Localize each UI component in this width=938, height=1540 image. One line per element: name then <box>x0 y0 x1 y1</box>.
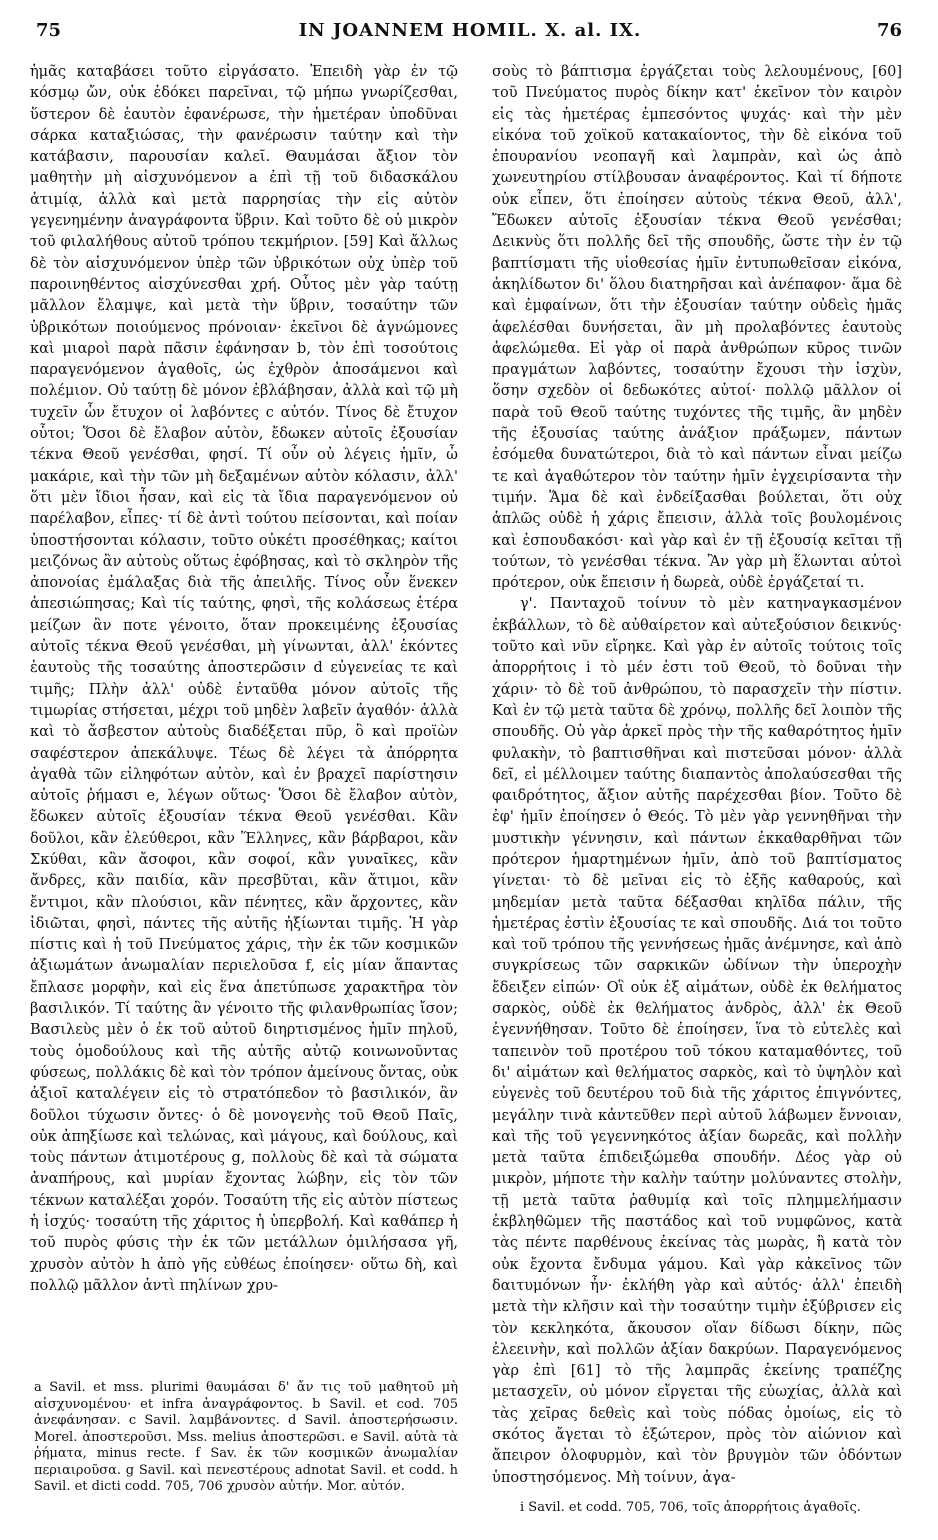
running-title: IN JOANNEM HOMIL. X. al. IX. <box>298 20 642 41</box>
footnotes-left <box>34 1380 458 1496</box>
right-column-paragraph: σοὺς τὸ βάπτισμα ἐργάζεται τοὺς λελουμένους, [60] τοῦ Πνεύματος πυρὸς δίκην κατ' ἐκεῖνον τὸν καιρὸν εἰς τὰς ἡμετέρας ἐμπεσόντος ψυχάς· καὶ τὴν μὲν εἰκόνα τοῦ χοϊκοῦ κατακαίοντος, τὴν δὲ εἰκόνα τοῦ ἐπουρανίου νεοπαγῆ καὶ λαμπρὰν, καὶ ὡς ἀπὸ χωνευτηρίου στίλβουσαν ἀναφέροντος. Καὶ τί δήποτε οὐκ εἶπεν, ὅτι ἐποίησεν αὐτοὺς τέκνα Θεοῦ, ἀλλ', Ἔδωκεν αὐτοῖς ἐξουσίαν τέκνα Θεοῦ γενέσθαι; Δεικνὺς ὅτι πολλῆς δεῖ τῆς σπουδῆς, ὥστε τὴν ἐν τῷ βαπτίσματι τῆς υἱοθεσίας ἡμῖν ἐντυπωθεῖσαν εἰκόνα, ἀκηλίδωτον δι' ὅλου διατηρῆσαι καὶ ἀνέπαφον· ἅμα δὲ καὶ ἐμφαίνων, ὅτι τὴν ἐξουσίαν ταύτην οὐδεὶς ἡμᾶς ἀφελέσθαι δυνήσεται, ἂν μὴ προλαβόντες ἑαυτοὺς ἀφελώμεθα. Εἰ γὰρ οἱ παρὰ ἀνθρώπων κῦρος τινῶν πραγμάτων λαβόντες, τοσαύτην ἔχουσι τὴν ἰσχὺν, ὅσην σχεδὸν οἱ δεδωκότες αὐτοί· πολλῷ μᾶλλον οἱ παρὰ τοῦ Θεοῦ ταύτης τυχόντες τῆς τιμῆς, ἂν μηδὲν τῆς ἐξουσίας ταύτης ἀνάξιον πράξωμεν, πάντων ἐσόμεθα δυνατώτεροι, διὰ τὸ καὶ πάντων εἶναι μείζω τε καὶ ἀγαθώτερον τὸν ταύτην ἡμῖν ἐγχειρίσαντα τὴν τιμήν. Ἅμα δὲ καὶ ἐνδείξασθαι βούλεται, ὅτι οὐχ ἁπλῶς οὐδὲ ἡ χάρις ἔπεισιν, ἀλλὰ τοῖς βουλομένοις καὶ ἐσπουδακόσι· καὶ γὰρ καὶ ἐν τῇ ἐξουσίᾳ κεῖται τῇ τούτων, τὸ γενέσθαι τέκνα. Ἂν γὰρ μὴ ἕλωνται αὐτοὶ πρότερον, οὐκ ἔπεισιν ἡ δωρεὰ, οὐδὲ ἐργάζεταί τι. <box>492 64 902 592</box>
running-header <box>30 20 910 50</box>
left-text-column <box>30 62 458 1294</box>
right-column-paragraph: γ'. Πανταχοῦ τοίνυν τὸ μὲν κατηναγκασμένον ἐκβάλλων, τὸ δὲ αὐθαίρετον καὶ αὐτεξούσιον δεικνύς· τοῦτο καὶ νῦν εἴρηκε. Καὶ γὰρ ἐν αὐτοῖς τούτοις τοῖς ἀπορρήτοις i τὸ μέν ἐστι τοῦ Θεοῦ, τὸ δοῦναι τὴν χάριν· τὸ δὲ τοῦ ἀνθρώπου, τὸ παρασχεῖν τὴν πίστιν. Καὶ ἐν τῷ μετὰ ταῦτα δὲ χρόνῳ, πολλῆς δεῖ λοιπὸν τῆς σπουδῆς. Οὐ γὰρ ἀρκεῖ πρὸς τὴν τῆς καθαρότητος ἡμῖν φυλακὴν, τὸ βαπτισθῆναι καὶ πιστεῦσαι μόνον· ἀλλὰ δεῖ, εἰ μέλλοιμεν ταύτης διαπαντὸς ἀπολαύσεσθαι τῆς φαιδρότητος, ἄξιον αὐτῆς παρέχεσθαι βίον. Τοῦτο δὲ ἐφ' ἡμῖν ἐποίησεν ὁ Θεός. Τὸ μὲν γὰρ γεννηθῆναι τὴν μυστικὴν γέννησιν, καὶ πάντων ἐκκαθαρθῆναι τῶν πρότερον ἡμαρτημένων ἡμῖν, ἀπὸ τοῦ βαπτίσματος γίνεται· τὸ δὲ μεῖναι εἰς τὸ ἑξῆς καθαρούς, καὶ μηδεμίαν μετὰ ταῦτα δέξασθαι κηλῖδα πάλιν, τῆς ἡμετέρας ἐστὶν ἐξουσίας τε καὶ σπουδῆς. Διά τοι τοῦτο καὶ τοῦ τρόπου τῆς γεννήσεως ἡμᾶς ἀνέμνησε, καὶ ἀπὸ συγκρίσεως τῶν σαρκικῶν ὠδίνων τὴν ὑπεροχὴν ἔδειξεν εἰπών· Οἳ οὐκ ἐξ αἱμάτων, οὐδὲ ἐκ θελήματος σαρκὸς, οὐδὲ ἐκ θελήματος ἀνδρὸς, ἀλλ' ἐκ Θεοῦ ἐγεννήθησαν. Τοῦτο δὲ ἐποίησεν, ἵνα τὸ εὐτελὲς καὶ ταπεινὸν τοῦ προτέρου τοῦ τόκου καταμαθόντες, τοῦ δι' αἱμάτων καὶ θελήματος σαρκὸς, καὶ τὸ ὑψηλὸν καὶ εὐγενὲς τοῦ δευτέρου τοῦ διὰ τῆς χάριτος ἐπιγνόντες, μεγάλην τινὰ κἀντεῦθεν περὶ αὐτοῦ λάβωμεν ἔννοιαν, καὶ τῆς τοῦ γεγεννηκότος ἀξίαν δωρεᾶς, καὶ πολλὴν μετὰ ταῦτα ἐπιδειξώμεθα σπουδήν. Δέος γὰρ οὐ μικρὸν, μήποτε τὴν καλὴν ταύτην μολύναντες στολὴν, τῇ μετὰ ταῦτα ῥαθυμίᾳ καὶ τοῖς πλημμελήμασιν ἐκβληθῶμεν τῆς παστάδος καὶ τοῦ νυμφῶνος, κατὰ τὰς πέντε παρθένους ἐκείνας τὰς μωρὰς, ἢ κατὰ τὸν οὐκ ἔχοντα ἔνδυμα γάμου. Καὶ γὰρ κἀκεῖνος τῶν δαιτυμόνων ἦν· ἐκλήθη γὰρ καὶ αὐτός· ἀλλ' ἐπειδὴ μετὰ τὴν κλῆσιν καὶ τὴν τοσαύτην τιμὴν ἐξύβρισεν εἰς τὸν κεκληκότα, ἄκουσον οἵαν δίδωσι δίκην, πῶς ἐλεεινὴν, καὶ πολλῶν ἀξίαν δακρύων. Παραγενόμενος γὰρ ἐπὶ [61] τὸ τῆς λαμπρᾶς ἐκείνης τραπέζης μετασχεῖν, οὐ μόνον εἴργεται τῆς εὐωχίας, ἀλλὰ καὶ τὰς χεῖρας δεθεὶς καὶ τοὺς πόδας ὁμοίως, εἰς τὸ σκότος ἄγεται τὸ ἐξώτερον, πρὸς τὸν αἰώνιον καὶ ἄπειρον ὀλοφυρμὸν, καὶ τὸν βρυγμὸν τῶν ὀδόντων ὑποστησόμενος. Μὴ τοίνυν, ἀγα- <box>492 596 902 1486</box>
left-column-paragraph: ἡμᾶς καταβάσει τοῦτο εἰργάσατο. Ἐπειδὴ γὰρ ἐν τῷ κόσμῳ ὤν, οὐκ ἐδόκει παρεῖναι, τῷ μήπω γνωρίζεσθαι, ὕστερον δὲ ἑαυτὸν ἐφανέρωσε, τὴν ἡμετέραν ὑποδῦναι σάρκα καταξιώσας, τὴν φανέρωσιν ταύτην καὶ τὴν κατάβασιν, παρουσίαν καλεῖ. Θαυμάσαι ἄξιον τὸν μαθητὴν μὴ αἰσχυνόμενον a ἐπὶ τῇ τοῦ διδασκάλου ἀτιμίᾳ, ἀλλὰ καὶ μετὰ παρρησίας τὴν εἰς αὐτὸν γεγενημένην ἀναγράφοντα ὕβριν. Καὶ τοῦτο δὲ οὐ μικρὸν τοῦ φιλαλήθους αὐτοῦ τρόπου τεκμήριον. [59] Καὶ ἄλλως δὲ τὸν αἰσχυνόμενον ὑπὲρ τῶν ὑβρικότων οὐχ ὑπὲρ τοῦ παροινηθέντος αἰσχύνεσθαι χρή. Οὗτος μὲν γὰρ ταύτῃ μᾶλλον ἔλαμψε, καὶ μετὰ τὴν ὕβριν, τοσαύτην τῶν ὑβρικότων ποιούμενος πρόνοιαν· ἐκεῖνοι δὲ ἀγνώμονες καὶ μιαροὶ παρὰ πᾶσιν ἐφάνησαν b, τὸν ἐπὶ τοσούτοις παραγενόμενον ἀγαθοῖς, ὡς ἐχθρὸν ἀποσάμενοι καὶ πολέμιον. Οὐ ταύτῃ δὲ μόνον ἐβλάβησαν, ἀλλὰ καὶ τῷ μὴ τυχεῖν ὧν ἔτυχον οἱ λαβόντες c αὐτόν. Τίνος δὲ ἔτυχον οὗτοι; Ὅσοι δὲ ἔλαβον αὐτὸν, ἔδωκεν αὐτοῖς ἐξουσίαν τέκνα Θεοῦ γενέσθαι, φησί. Τί οὖν οὐ λέγεις ἡμῖν, ὦ μακάριε, καὶ τὴν τῶν μὴ δεξαμένων αὐτὸν κόλασιν, ἀλλ' ὅτι μὲν ἴδιοι ἦσαν, καὶ εἰς τὰ ἴδια παραγενόμενον οὐ παρέλαβον, εἶπες· τί δὲ ἀντὶ τούτου πείσονται, καὶ ποίαν ὑποστήσονται κόλασιν, τοῦτο οὐκέτι προσέθηκας; καίτοι μειζόνως ἂν αὐτοὺς οὕτως ἐφόβησας, καὶ τὸ σκληρὸν τῆς ἀπονοίας ἐμάλαξας διὰ τῆς ἀπειλῆς. Τίνος οὖν ἕνεκεν ἀπεσιώπησας; Καὶ τίς ταύτης, φησὶ, τῆς κολάσεως ἑτέρα μείζων ἂν ποτε γένοιτο, ὅταν προκειμένης ἐξουσίας αὐτοῖς τέκνα Θεοῦ γενέσθαι, μὴ γίνωνται, ἀλλ' ἑκόντες ἑαυτοὺς τῆς τοσαύτης ἀποστερῶσιν d εὐγενείας τε καὶ τιμῆς; Πλὴν ἀλλ' οὐδὲ ἐνταῦθα μόνον αὐτοῖς τῆς τιμωρίας στήσεται, μέχρι τοῦ μηδὲν λαβεῖν ἀγαθόν· ἀλλὰ καὶ τὸ ἄσβεστον αὐτοὺς διαδέξεται πῦρ, ὃ καὶ προϊὼν σαφέστερον ἀπεκάλυψε. Τέως δὲ λέγει τὰ ἀπόρρητα ἀγαθὰ τῶν εἰληφότων αὐτὸν, καὶ ἐν βραχεῖ παρίστησιν αὐτοῖς ῥήμασι e, λέγων οὕτως· Ὅσοι δὲ ἔλαβον αὐτὸν, ἔδωκεν αὐτοῖς ἐξουσίαν τέκνα Θεοῦ γενέσθαι. Κἂν δοῦλοι, κἂν ἐλεύθεροι, κἂν Ἕλληνες, κἂν βάρβαροι, κἂν Σκύθαι, κἂν ἄσοφοι, κἂν σοφοί, κἂν γυναῖκες, κἂν ἄνδρες, κἂν παιδία, κἂν πρεσβῦται, κἂν ἄτιμοι, κἂν ἔντιμοι, κἂν πλούσιοι, κἂν πένητες, κἂν ἄρχοντες, κἂν ἰδιῶται, φησὶ, πάντες τῆς αὐτῆς ἠξίωνται τιμῆς. Ἡ γὰρ πίστις καὶ ἡ τοῦ Πνεύματος χάρις, τὴν ἐκ τῶν κοσμικῶν ἀξιωμάτων ἀνωμαλίαν περιελοῦσα f, εἰς μίαν ἅπαντας ἔπλασε μορφὴν, καὶ εἰς ἕνα ἀπετύπωσε χαρακτῆρα τὸν βασιλικόν. Τί ταύτης ἂν γένοιτο τῆς φιλανθρωπίας ἴσον; Βασιλεὺς μὲν ὁ ἐκ τοῦ αὐτοῦ διηρτισμένος ἡμῖν πηλοῦ, τοὺς ὁμοδούλους καὶ τῆς αὐτῆς αὐτῷ κοινωνοῦντας φύσεως, πολλάκις δὲ καὶ τὸν τρόπον ἀμείνους ὄντας, οὐκ ἀξιοῖ καταλέγειν εἰς τὸ στρατόπεδον τὸ βασιλικόν, ἂν δοῦλοι τύχωσιν ὄντες· ὁ δὲ μονογενὴς τοῦ Θεοῦ Παῖς, οὐκ ἀπηξίωσε καὶ τελώνας, καὶ μάγους, καὶ δούλους, καὶ τοὺς πάντων ἀτιμοτέρους g, πολλοὺς δὲ καὶ τὰ σώματα ἀναπήρους, καὶ μυρίαν ἔχοντας λώβην, εἰς τὸν τῶν τέκνων καταλέξαι χορόν. Τοσαύτη τῆς εἰς αὐτὸν πίστεως ἡ ἰσχύς· τοσαύτη τῆς χάριτος ἡ ὑπερβολή. Καὶ καθάπερ ἡ τοῦ πυρὸς φύσις τὴν ἐκ τῶν μετάλλων ὁμιλήσασα γῆ, χρυσὸν αὐτὸν h ἀπὸ γῆς εὐθέως ἐποίησεν· οὕτω δὴ, καὶ πολλῷ μᾶλλον ἀντὶ πηλίνων χρυ- <box>30 64 458 1294</box>
footnote-text: a Savil. et mss. plurimi θαυμάσαι δ' ἄν τις τοῦ μαθητοῦ μὴ αἰσχυνομένου· et infra ἀναγράφοντος. b Savil. et cod. 705 ἀνεφάνησαν. c Savil. λαμβάνοντες. d Savil. ἀποστερήσωσιν. Morel. ἀποστεροῦσι. Mss. melius ἀποστερῶσι. e Savil. αὐτὰ τὰ ῥήματα, minus recte. f Sav. ἐκ τῶν κοσμικῶν ἀνωμαλίαν περιαιροῦσα. g Savil. καὶ πενεστέρους adnotat Savil. et codd. h Savil. et dicti codd. 705, 706 χρυσὸν αὐτήν. Mor. αὐτόν. <box>34 1380 458 1494</box>
right-text-column <box>492 62 902 1492</box>
page-number-right: 76 <box>876 20 902 41</box>
footnote-text: i Savil. et codd. 705, 706, τοῖς ἀπορρήτοις ἀγαθοῖς. <box>520 1500 861 1515</box>
footnotes-right <box>520 1500 910 1517</box>
page-number-left: 75 <box>36 20 62 41</box>
